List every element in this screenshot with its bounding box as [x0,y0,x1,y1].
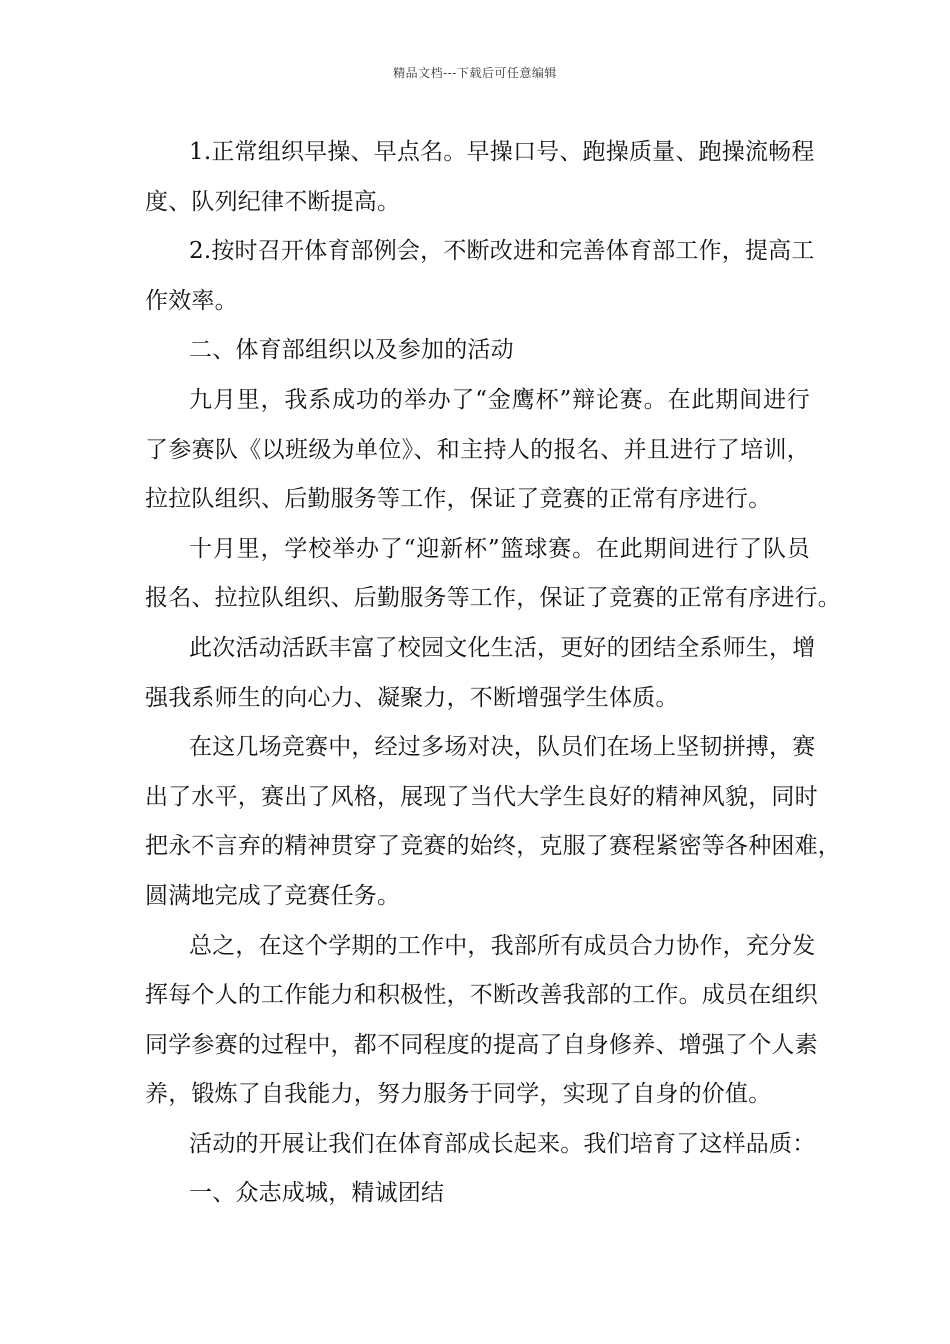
text-line: 二、体育部组织以及参加的活动 [189,337,514,364]
text-line: 九月里，我系成功的举办了“金鹰杯”辩论赛。在此期间进行 [189,386,810,413]
text-line: 把永不言弃的精神贯穿了竞赛的始终，克服了赛程紧密等各种困难， [145,833,841,860]
document-body [145,133,841,1224]
text-line: 在这几场竞赛中，经过多场对决，队员们在场上坚韧拼搏，赛 [189,734,816,761]
text-line: 挥每个人的工作能力和积极性，不断改善我部的工作。成员在组织 [145,982,818,1009]
text-line: 十月里，学校举办了“迎新杯”篮球赛。在此期间进行了队员 [189,535,810,562]
text-line: 同学参赛的过程中，都不同程度的提高了自身修养、增强了个人素 [145,1031,818,1058]
text-line: 强我系师生的向心力、凝聚力，不断增强学生体质。 [145,684,679,711]
text-line: 总之，在这个学期的工作中，我部所有成员合力协作，充分发 [189,932,816,959]
text-line: 1.正常组织早操、早点名。早操口号、跑操质量、跑操流畅程 [189,139,815,165]
text-line: 此次活动活跃丰富了校园文化生活，更好的团结全系师生，增 [189,634,816,661]
text-line: 活动的开展让我们在体育部成长起来。我们培育了这样品质： [189,1130,816,1157]
text-line: 出了水平，赛出了风格，展现了当代大学生良好的精神风貌，同时 [145,783,818,810]
text-line: 作效率。 [145,287,238,314]
text-line: 圆满地完成了竞赛任务。 [145,882,401,909]
text-line: 一、众志成城，精诚团结 [189,1180,445,1207]
page-header: 精品文档---下载后可任意编辑 [393,66,557,80]
text-line: 报名、拉拉队组织、后勤服务等工作，保证了竞赛的正常有序进行。 [145,585,841,612]
text-line: 度、队列纪律不断提高。 [145,188,401,215]
text-line: 了参赛队《以班级为单位》、和主持人的报名、并且进行了培训， [145,436,810,463]
text-line: 拉拉队组织、后勤服务等工作，保证了竞赛的正常有序进行。 [145,486,772,513]
text-line: 2.按时召开体育部例会，不断改进和完善体育部工作，提高工 [189,238,815,265]
text-line: 养，锻炼了自我能力，努力服务于同学，实现了自身的价值。 [145,1081,772,1108]
